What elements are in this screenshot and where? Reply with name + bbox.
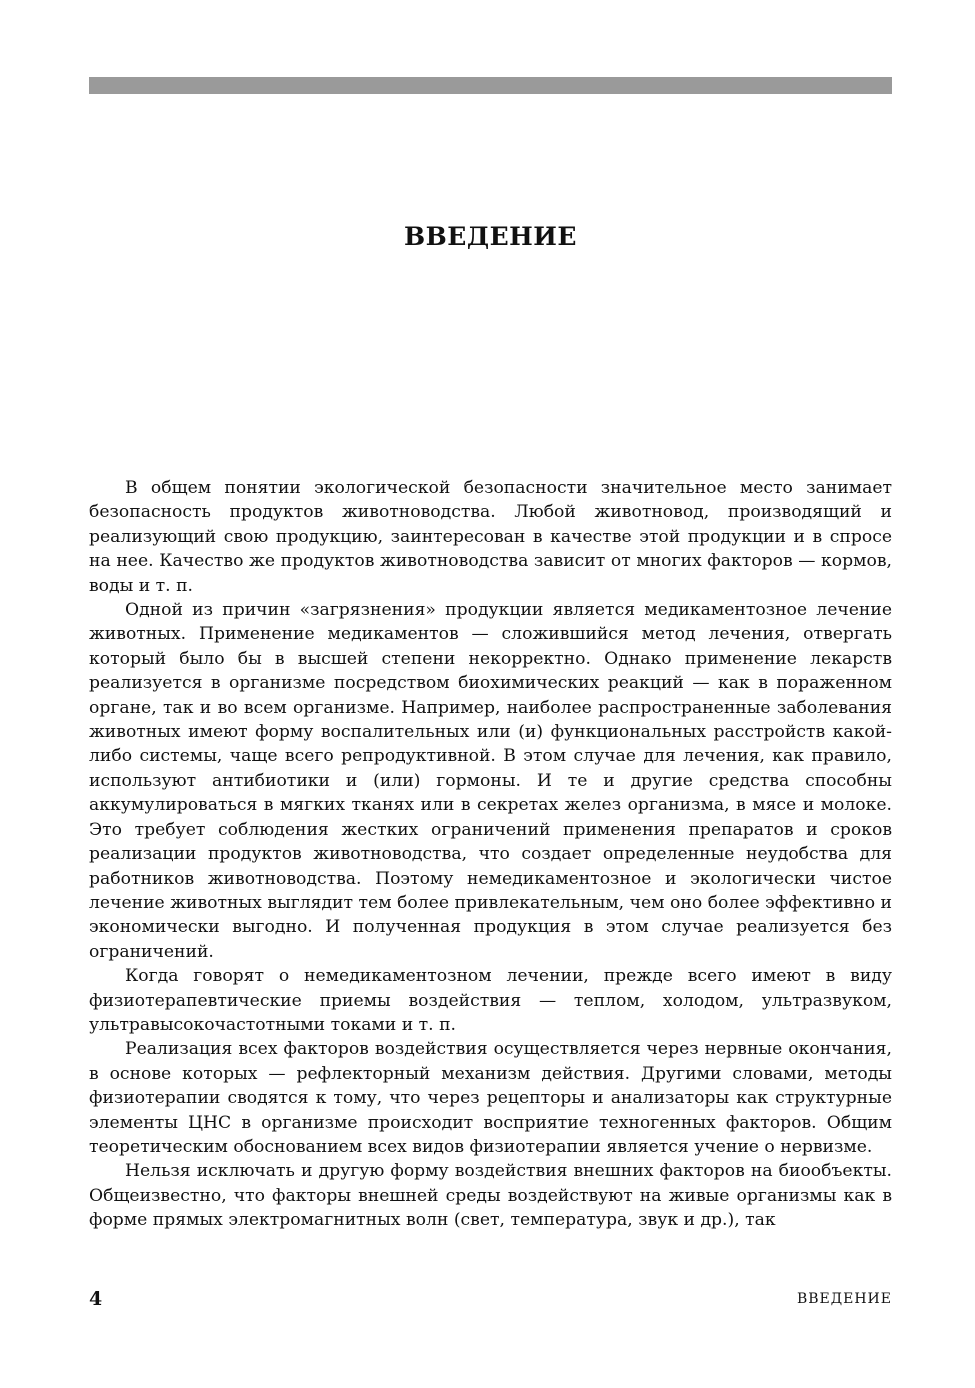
paragraph: Реализация всех факторов воздействия осуществляется через нервные окончания, в основе которых — рефлекторный механизм действия. Другими словами, методы физиотерапии сводятся к тому, что через рецепторы и анализаторы как структурные элементы ЦНС в организме происходит восприятие техногенных факторов. Общим теоретическим обоснованием всех видов физиотерапии является учение о нервизме. — [89, 1039, 892, 1157]
running-head: ВВЕДЕНИЕ — [796, 1291, 892, 1307]
chapter-title: ВВЕДЕНИЕ — [404, 222, 577, 251]
paragraph: Нельзя исключать и другую форму воздействия внешних факторов на биообъекты. Общеизвестно, что факторы внешней среды воздействуют на живые организмы как в форме прямых электромагнитных волн (свет, температура, звук и др.), так — [89, 1161, 892, 1231]
paragraph: Одной из причин «загрязнения» продукции является медикаментозное лечение животных. Применение медикаментов — сложившийся метод лечения, отвергать который было бы в высшей степени некорректно. Однако применение лекарств реализуется в организме посредством биохимических реакций — как в пораженном органе, так и во всем организме. Например, наиболее распространенные заболевания животных имеют форму воспалительных или (и) функциональных расстройств какой-либо системы, чаще всего репродуктивной. В этом случае для лечения, как правило, используют антибиотики и (или) гормоны. И те и другие средства способны аккумулироваться в мягких тканях или в секретах желез организма, в мясе и молоке. Это требует соблюдения жестких ограничений применения препаратов и сроков реализации продуктов животноводства, что создает определенные неудобства для работников животноводства. Поэтому немедикаментозное и экологически чистое лечение животных выглядит тем более привлекательным, чем оно более эффективно и экономически выгодно. И полученная продукция в этом случае реализуется без ограничений. — [89, 600, 892, 962]
paragraph: В общем понятии экологической безопасности значительное место занимает безопасность продуктов животноводства. Любой животновод, производящий и реализующий свою продукцию, заинтересован в качестве этой продукции и в спросе на нее. Качество же продуктов животноводства зависит от многих факторов — кормов, воды и т. п. — [89, 478, 892, 596]
header-rule — [89, 77, 892, 94]
body-text — [89, 476, 892, 1233]
page-footer — [89, 1288, 892, 1312]
page-number: 4 — [89, 1288, 103, 1310]
paragraph: Когда говорят о немедикаментозном лечении, прежде всего имеют в виду физиотерапевтические приемы воздействия — теплом, холодом, ультразвуком, ультравысокочастотными токами и т. п. — [89, 966, 892, 1035]
